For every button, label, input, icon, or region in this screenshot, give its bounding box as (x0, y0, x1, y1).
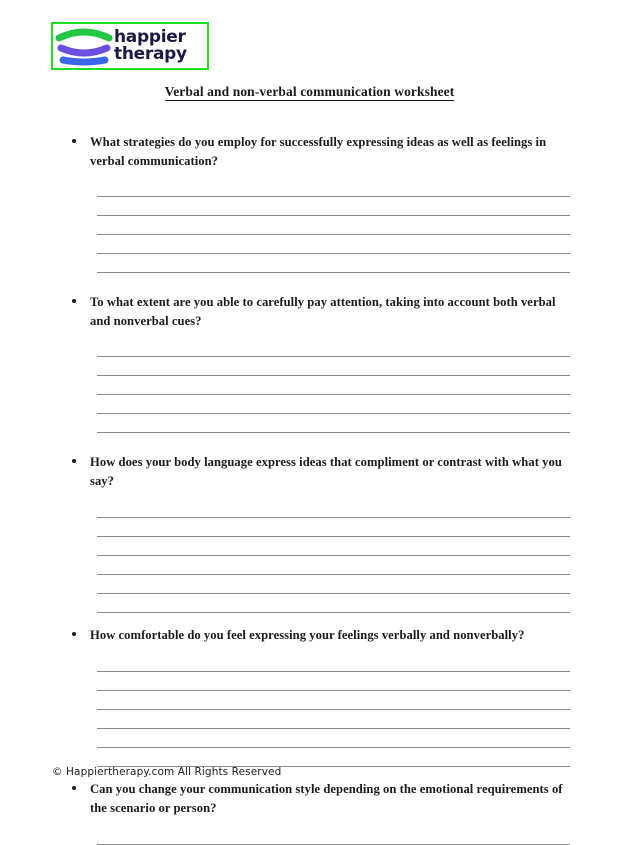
purple-arc (61, 48, 107, 53)
bullet-icon (72, 632, 76, 636)
answer-line[interactable] (97, 178, 570, 197)
bullet-icon (72, 139, 76, 143)
happier-therapy-logo (51, 22, 209, 70)
answer-line[interactable] (97, 254, 570, 273)
question-text: How does your body language express ideas that compliment or contrast with what you say? (90, 455, 562, 488)
answer-line[interactable] (97, 653, 570, 672)
question-text: How comfortable do you feel expressing your feelings verbally and nonverbally? (90, 628, 525, 642)
answer-line[interactable] (97, 197, 570, 216)
answer-lines[interactable] (0, 826, 619, 845)
answer-lines[interactable] (0, 178, 619, 273)
logo-word-happier: happier (114, 27, 186, 47)
answer-line[interactable] (97, 556, 570, 575)
answer-line[interactable] (97, 414, 570, 433)
answer-line[interactable] (97, 691, 570, 710)
question-row (0, 293, 619, 331)
answer-line[interactable] (97, 518, 570, 537)
answer-line[interactable] (97, 729, 570, 748)
question-block (0, 453, 619, 613)
question-block (0, 293, 619, 433)
worksheet-body (0, 133, 619, 845)
worksheet-title (0, 84, 619, 100)
answer-line[interactable] (97, 826, 570, 845)
answer-line[interactable] (97, 499, 570, 518)
worksheet-title-text: Verbal and non-verbal communication worksheet (164, 84, 455, 99)
answer-lines[interactable] (0, 338, 619, 433)
answer-line[interactable] (97, 338, 570, 357)
logo-arcs-icon (55, 24, 113, 68)
answer-line[interactable] (97, 537, 570, 556)
question-text: What strategies do you employ for successfully expressing ideas as well as feelings in verbal communication? (90, 135, 547, 168)
answer-line[interactable] (97, 672, 570, 691)
bullet-icon (72, 786, 76, 790)
blue-arc (63, 60, 105, 62)
logo-word-therapy: therapy (114, 44, 187, 64)
green-arc (59, 32, 109, 38)
bullet-icon (72, 299, 76, 303)
question-row (0, 780, 619, 818)
answer-line[interactable] (97, 594, 570, 613)
question-block (0, 626, 619, 767)
question-text: Can you change your communication style depending on the emotional requirements of the scenario or person? (90, 782, 563, 815)
answer-line[interactable] (97, 575, 570, 594)
answer-line[interactable] (97, 216, 570, 235)
answer-line[interactable] (97, 395, 570, 414)
question-text: To what extent are you able to carefully pay attention, taking into account both verbal and nonverbal cues? (90, 295, 556, 328)
bullet-icon (72, 459, 76, 463)
answer-line[interactable] (97, 748, 570, 767)
answer-lines[interactable] (0, 499, 619, 613)
question-row (0, 453, 619, 491)
answer-line[interactable] (97, 235, 570, 254)
answer-line[interactable] (97, 710, 570, 729)
logo-wordmark (114, 29, 187, 63)
answer-lines[interactable] (0, 653, 619, 767)
answer-line[interactable] (97, 357, 570, 376)
answer-line[interactable] (97, 376, 570, 395)
copyright-footer: © Happiertherapy.com All Rights Reserved (52, 766, 282, 778)
question-row (0, 626, 619, 645)
question-block (0, 780, 619, 845)
question-block (0, 133, 619, 273)
question-row (0, 133, 619, 171)
